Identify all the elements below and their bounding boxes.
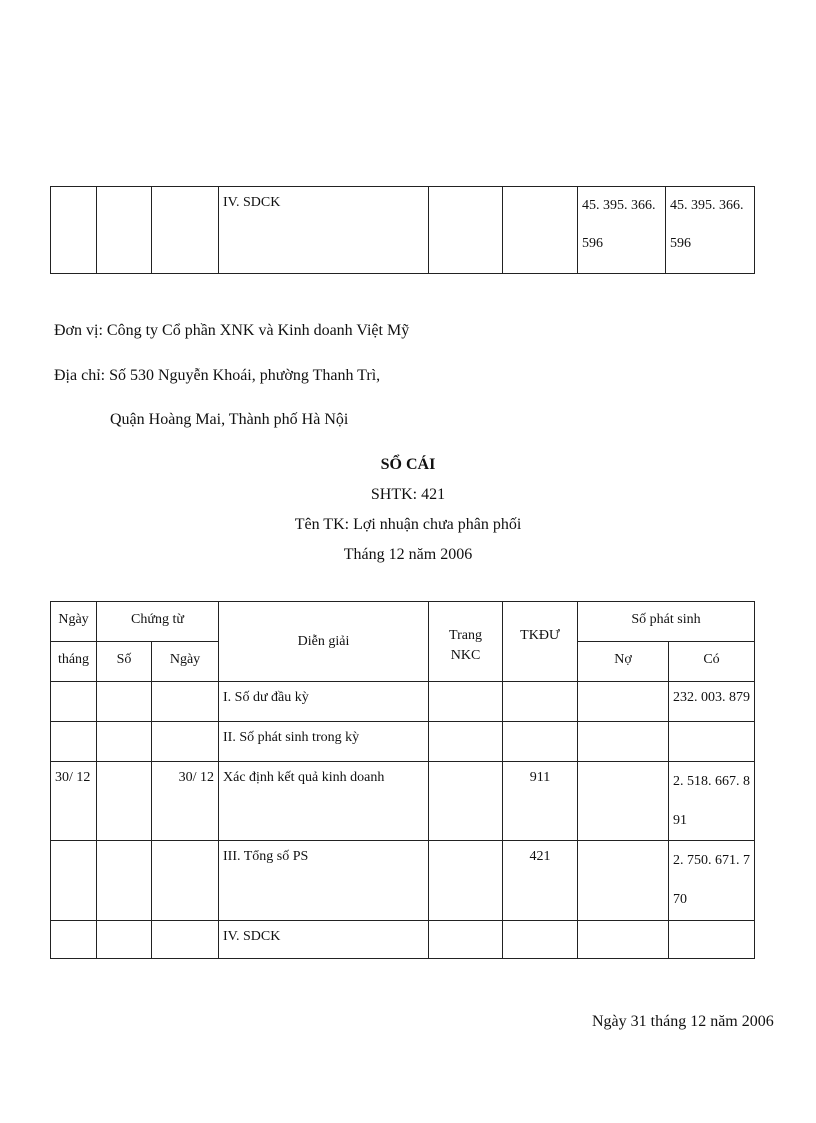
ledger-table <box>50 601 755 959</box>
cell-credit: 2. 750. 671. 770 <box>669 841 755 921</box>
cell-debit <box>578 722 669 762</box>
cell-journal-page <box>429 682 503 722</box>
cell-description: I. Số dư đầu kỳ <box>219 682 429 722</box>
debit-value: 45. 395. 366. 596 <box>578 187 666 274</box>
cell-account <box>503 722 578 762</box>
table-row <box>51 921 755 959</box>
header-voucher: Chứng từ <box>97 602 219 642</box>
cell-voucher-no <box>97 841 152 921</box>
header-corresponding-account: TKĐƯ <box>503 602 578 682</box>
table-row <box>51 841 755 921</box>
account-number: SHTK: 421 <box>370 486 446 503</box>
cell-voucher-no <box>97 722 152 762</box>
cell-voucher-date <box>152 841 219 921</box>
table-row <box>51 187 755 274</box>
cell-voucher-no <box>97 762 152 841</box>
cell-journal-page <box>429 841 503 921</box>
cell-date <box>51 921 97 959</box>
cell-description: III. Tổng số PS <box>219 841 429 921</box>
cell-account <box>503 921 578 959</box>
cell-voucher-date: 30/ 12 <box>152 762 219 841</box>
cell-debit <box>578 762 669 841</box>
page-title: SỔ CÁI <box>380 456 436 473</box>
unit-line: Đơn vị: Công ty Cổ phần XNK và Kinh doanh Việt Mỹ <box>54 322 410 339</box>
cell-credit <box>669 921 755 959</box>
cell-journal-page <box>429 722 503 762</box>
cell-date <box>51 841 97 921</box>
cell-date <box>51 682 97 722</box>
credit-value: 45. 395. 366. 596 <box>666 187 755 274</box>
cell-voucher-no <box>97 921 152 959</box>
cell-credit: 2. 518. 667. 891 <box>669 762 755 841</box>
cell-voucher-date <box>152 921 219 959</box>
cell-credit: 232. 003. 879 <box>669 682 755 722</box>
cell-description: Xác định kết quả kinh doanh <box>219 762 429 841</box>
header-date-bottom: tháng <box>51 642 97 682</box>
account-name: Tên TK: Lợi nhuận chưa phân phối <box>294 516 522 533</box>
table-row <box>51 722 755 762</box>
cell-journal-page <box>429 921 503 959</box>
header-voucher-number: Số <box>97 642 152 682</box>
cell-date: 30/ 12 <box>51 762 97 841</box>
cell-description: IV. SDCK <box>219 921 429 959</box>
header-amounts: Số phát sinh <box>578 602 755 642</box>
header-description: Diễn giải <box>219 602 429 682</box>
table-cell <box>429 187 503 274</box>
cell-debit <box>578 841 669 921</box>
cell-date <box>51 722 97 762</box>
continued-ledger-table <box>50 186 755 274</box>
cell-debit <box>578 682 669 722</box>
table-cell <box>51 187 97 274</box>
cell-voucher-date <box>152 722 219 762</box>
cell-account: 911 <box>503 762 578 841</box>
header-voucher-date: Ngày <box>152 642 219 682</box>
header-row <box>51 602 755 642</box>
table-row <box>51 762 755 841</box>
address-line-2: Quận Hoàng Mai, Thành phố Hà Nội <box>110 411 349 428</box>
period: Tháng 12 năm 2006 <box>343 546 473 563</box>
header-journal-page: Trang NKC <box>429 602 503 682</box>
header-credit: Có <box>669 642 755 682</box>
table-cell <box>152 187 219 274</box>
cell-debit <box>578 921 669 959</box>
cell-account <box>503 682 578 722</box>
sdck-label: IV. SDCK <box>219 187 429 274</box>
header-date-top: Ngày <box>51 602 97 642</box>
table-row <box>51 682 755 722</box>
table-cell <box>97 187 152 274</box>
cell-description: II. Số phát sinh trong kỳ <box>219 722 429 762</box>
signature-date: Ngày 31 tháng 12 năm 2006 <box>592 1013 774 1030</box>
cell-voucher-date <box>152 682 219 722</box>
table-cell <box>503 187 578 274</box>
cell-account: 421 <box>503 841 578 921</box>
cell-journal-page <box>429 762 503 841</box>
address-line-1: Địa chỉ: Số 530 Nguyễn Khoái, phường Thanh Trì, <box>54 367 381 384</box>
cell-voucher-no <box>97 682 152 722</box>
header-debit: Nợ <box>578 642 669 682</box>
cell-credit <box>669 722 755 762</box>
